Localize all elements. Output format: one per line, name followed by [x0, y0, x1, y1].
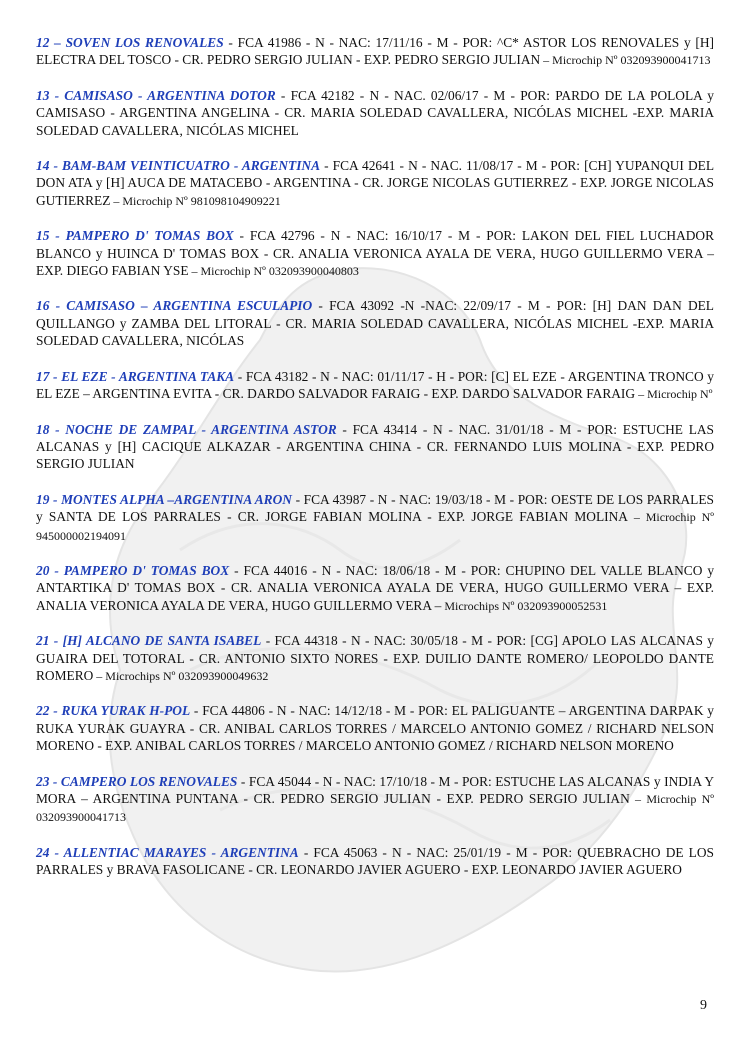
entry-name: 22 - RUKA YURAK H-POL [36, 703, 191, 719]
entry-name: 24 - ALLENTIAC MARAYES - ARGENTINA [36, 844, 299, 860]
entry-name: 21 - [H] ALCANO DE SANTA ISABEL [36, 633, 262, 649]
entry-details: - FCA 44806 - N - NAC: 14/12/18 - M - POR: EL PALIGUANTE – ARGENTINA DARPAK y RUKA YURAK GUAYRA - CR. ANIBAL CARLOS TORRES / MARCELO ANTONIO GOMEZ / RICHARD NELSON MORENO - EXP. ANIBAL CARLOS TORRES / MARCELO ANTONIO GOMEZ / RICHARD NELSON MORENO [36, 703, 714, 754]
entry-microchip: Microchips Nº 032093900052531 [441, 598, 608, 613]
registry-entry [36, 368, 714, 404]
registry-entry [36, 87, 714, 140]
registry-entry [36, 227, 714, 280]
entry-microchip: – Microchip Nº [635, 387, 713, 402]
entry-microchip: – Microchip Nº 945000002194091 [36, 510, 715, 543]
entry-name: 13 - CAMISASO - ARGENTINA DOTOR [36, 87, 276, 103]
entry-microchip: – Microchip Nº 032093900041713 [36, 792, 714, 825]
entry-name: 16 - CAMISASO – ARGENTINA ESCULAPIO [36, 298, 313, 314]
entry-microchip: – Microchip Nº 981098104909221 [110, 193, 281, 208]
registry-entry [36, 297, 714, 350]
registry-entry [36, 421, 714, 474]
entry-details: - FCA 42796 - N - NAC: 16/10/17 - M - POR: LAKON DEL FIEL LUCHADOR BLANCO y HUINCA D' TOMAS BOX - CR. ANALIA VERONICA AYALA DE VERA, HUGO GUILLERMO VERA – EXP. DIEGO FABIAN YSE [36, 228, 715, 279]
entry-microchip: – Microchips Nº 032093900049632 [93, 668, 269, 683]
entry-name: 18 - NOCHE DE ZAMPAL - ARGENTINA ASTOR [36, 421, 337, 437]
entry-details: - FCA 44318 - N - NAC: 30/05/18 - M - POR: [CG] APOLO LAS ALCANAS y GUAIRA DEL TOTORAL - CR. ANTONIO SIXTO NORES - EXP. DUILIO DANTE ROMERO/ LEOPOLDO DANTE ROMERO [36, 633, 714, 683]
entry-name: 20 - PAMPERO D' TOMAS BOX [36, 562, 230, 578]
page-number: 9 [700, 998, 707, 1013]
entry-details: - FCA 43182 - N - NAC: 01/11/17 - H - POR: [C] EL EZE - ARGENTINA TRONCO y EL EZE – ARGENTINA EVITA - CR. DARDO SALVADOR FARAIG - EXP. DARDO SALVADOR FARAIG [36, 368, 714, 402]
entry-details: - FCA 43414 - N - NAC. 31/01/18 - M - POR: ESTUCHE LAS ALCANAS y [H] CACIQUE ALKAZAR - ARGENTINA CHINA - CR. FERNANDO LUIS MOLINA - EXP. PEDRO SERGIO JULIAN [36, 421, 714, 472]
registry-entry [36, 702, 714, 755]
entry-name: 19 - MONTES ALPHA –ARGENTINA ARON [36, 491, 292, 507]
entry-details: - FCA 44016 - N - NAC: 18/06/18 - M - POR: CHUPINO DEL VALLE BLANCO y ANTARTIKA D' TOMAS BOX - CR. ANALIA VERONICA AYALA DE VERA, HUGO GUILLERMO VERA – EXP. ANALIA VERONICA AYALA DE VERA, HUGO GUILLERMO VERA – [36, 562, 715, 613]
registry-entry [36, 562, 714, 615]
entry-name: 17 - EL EZE - ARGENTINA TAKA [36, 368, 235, 384]
entry-name: 15 - PAMPERO D' TOMAS BOX [36, 228, 234, 244]
registry-entry [36, 491, 714, 545]
registry-entry [36, 844, 714, 880]
entry-details: - FCA 45063 - N - NAC: 25/01/19 - M - POR: QUEBRACHO DE LOS PARRALES y BRAVA FASOLICANE - CR. LEONARDO JAVIER AGUERO - EXP. LEONARDO JAVIER AGUERO [36, 844, 714, 878]
registry-entry [36, 632, 714, 685]
registry-entry [36, 34, 714, 70]
entry-microchip: – Microchip Nº 032093900041713 [540, 53, 711, 68]
registry-entry [36, 773, 714, 827]
entry-details: - FCA 43987 - N - NAC: 19/03/18 - M - POR: OESTE DE LOS PARRALES y SANTA DE LOS PARRALES - CR. JORGE FABIAN MOLINA - EXP. JORGE FABIAN MOLINA [36, 491, 714, 525]
entry-details: - FCA 42641 - N - NAC. 11/08/17 - M - POR: [CH] YUPANQUI DEL DON ATA y [H] AUCA DE MATACEBO - ARGENTINA - CR. JORGE NICOLAS GUTIERREZ - EXP. JORGE NICOLAS GUTIERREZ [36, 158, 714, 208]
entry-name: 23 - CAMPERO LOS RENOVALES [36, 773, 238, 789]
entry-name: 14 - BAM-BAM VEINTICUATRO - ARGENTINA [36, 158, 321, 174]
entry-details: - FCA 43092 -N -NAC: 22/09/17 - M - POR: [H] DAN DAN DEL QUILLANGO y ZAMBA DEL LITORAL - CR. MARIA SOLEDAD CAVALLERA, NICÓLAS MICHEL -EXP. MARIA SOLEDAD CAVALLERA, NICÓLAS [36, 298, 714, 349]
entry-name: 12 – SOVEN LOS RENOVALES [36, 35, 224, 50]
registry-entry [36, 157, 714, 210]
document-body [36, 34, 714, 897]
entry-details: - FCA 45044 - N - NAC: 17/10/18 - M - POR: ESTUCHE LAS ALCANAS y INDIA Y MORA – ARGENTINA PUNTANA - CR. PEDRO SERGIO JULIAN - EXP. PEDRO SERGIO JULIAN [36, 773, 715, 806]
entry-microchip: – Microchip Nº 032093900040803 [188, 264, 359, 279]
entry-details: - FCA 42182 - N - NAC. 02/06/17 - M - POR: PARDO DE LA POLOLA y CAMISASO - ARGENTINA ANGELINA - CR. MARIA SOLEDAD CAVALLERA, NICÓLAS MICHEL -EXP. MARIA SOLEDAD CAVALLERA, NICÓLAS MICHEL [36, 87, 714, 138]
entry-details: - FCA 41986 - N - NAC: 17/11/16 - M - POR: ^C* ASTOR LOS RENOVALES y [H] ELECTRA DEL TOSCO - CR. PEDRO SERGIO JULIAN - EXP. PEDRO SERGIO JULIAN [36, 35, 714, 68]
